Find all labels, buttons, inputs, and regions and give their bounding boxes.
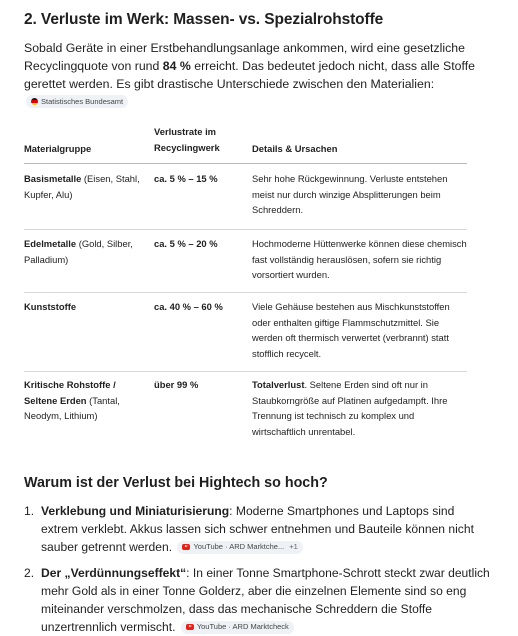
list-number: 2.: [24, 566, 35, 580]
source-chip-label: Statistisches Bundesamt: [41, 96, 124, 106]
loss-rate: über 99 %: [154, 379, 199, 390]
intro-paragraph: [24, 39, 494, 111]
group-examples: (Tantal, Neodym, Lithium): [24, 394, 120, 421]
header-divider: [24, 163, 467, 164]
loss-rate: ca. 5 % – 15 %: [154, 173, 218, 184]
header-verlustrate: Verlustrate im Recyclingwerk: [154, 126, 220, 153]
loss-rate: ca. 40 % – 60 %: [154, 301, 223, 312]
list-item-title: Verklebung und Miniaturisierung: [41, 504, 230, 518]
group-name: Kritische Rohstoffe / Seltene Erden: [24, 379, 116, 406]
header-materialgruppe: Materialgruppe: [24, 143, 92, 154]
section-heading: 2. Verluste im Werk: Massen- vs. Spezialrohstoffe: [24, 11, 384, 28]
source-chip-label: YouTube · ARD Marktche...: [193, 542, 285, 551]
list-item: [24, 502, 494, 556]
subsection-heading: Warum ist der Verlust bei Hightech so hoch?: [24, 475, 328, 491]
row-divider: [24, 229, 467, 230]
list-number: 1.: [24, 504, 35, 518]
list-item-text: : In einer Tonne Smartphone-Schrott steckt zwar deutlich mehr Gold als in einer Tonne Golderz, aber die einzelnen Elemente sind so eng miteinander verschmolzen, dass das mechanische Schreddern die Stoffe unzertrennlich vermischt.: [41, 566, 490, 634]
youtube-icon: [182, 544, 190, 550]
group-name: Basismetalle: [24, 173, 82, 184]
list-item-text: : Moderne Smartphones und Laptops sind extrem verklebt. Akkus lassen sich schwer entnehmen und Bauteile können nicht sauber getrennt werden.: [41, 504, 474, 554]
group-name: Edelmetalle: [24, 238, 77, 249]
group-examples: (Eisen, Stahl, Kupfer, Alu): [24, 173, 140, 200]
details-text: Viele Gehäuse bestehen aus Mischkunststoffen oder enthalten giftige Flammschutzmittel. Sie werden oft thermisch verwertet (verbrannt) statt stofflich recycelt.: [252, 301, 450, 359]
source-chip-youtube[interactable]: [177, 541, 302, 554]
group-name: Kunststoffe: [24, 301, 77, 312]
group-examples: (Gold, Silber, Palladium): [24, 238, 133, 265]
details-text: . Seltene Erden sind oft nur in Staubkorngröße auf Platinen aufgedampft. Ihre Trennung ist technisch zu komplex und wirtschaftlich unrentabel.: [252, 379, 448, 437]
source-chip-label: YouTube · ARD Marktcheck: [196, 622, 289, 631]
list-item-title: Der „Verdünnungseffekt“: [41, 566, 187, 580]
details-text: Hochmoderne Hüttenwerke können diese chemisch fast vollständig herauslösen, sofern sie richtig vorsortiert wurden.: [252, 238, 467, 280]
header-details: Details & Ursachen: [252, 143, 338, 154]
list-item: [24, 564, 494, 636]
recycling-quota: 84 %: [162, 59, 191, 73]
details-text: Sehr hohe Rückgewinnung. Verluste entstehen meist nur durch winzige Absplitterungen beim Schreddern.: [252, 173, 448, 215]
youtube-icon: [186, 624, 194, 630]
intro-text-before: Sobald Geräte in einer Erstbehandlungsanlage ankommen, wird eine gesetzliche Recyclingquote von rund: [24, 41, 465, 73]
intro-text-after: erreicht. Das bedeutet jedoch nicht, dass alle Stoffe gerettet werden. Es gibt drastische Unterschiede zwischen den Materialien:: [24, 59, 475, 91]
details-emphasis: Totalverlust: [252, 379, 305, 390]
source-chip-youtube[interactable]: [181, 621, 294, 634]
reasons-list: [24, 502, 494, 636]
source-chip-more-count: +1: [289, 542, 298, 551]
germany-flag-icon: [31, 98, 38, 105]
source-chip-destatis[interactable]: [26, 95, 128, 108]
row-divider: [24, 292, 467, 293]
row-divider: [24, 371, 467, 372]
loss-rate: ca. 5 % – 20 %: [154, 238, 218, 249]
